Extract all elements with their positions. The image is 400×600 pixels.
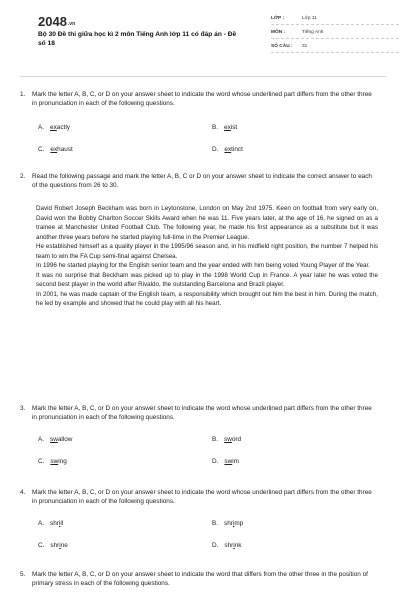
option-word-post: ll [60,520,64,527]
logo-sub: .vn [67,21,76,27]
option-word-underlined: i [232,520,235,527]
option-word-underlined: ex [50,124,57,131]
meta-key: SỐ CÂU : [271,44,293,49]
passage-paragraph: David Robert Joseph Beckham was born in Leytonstone, London on May 2nd 1975. Keen on football from very early on, David won the Bobby Charlton Soccer Skills Award when he was 11. Five years later, at the age of 16, he signed on as a trainee at Manchester United Football Club. The following year, he made his first appearance as a substitute but it was another three years before he started playing full-time in the Premier League. [36,205,378,241]
passage-paragraph: In 2001, he was made captain of the English team, a responsibility which brought out him the best in him. During the match, he led by example and showed that he could play with all his heart. [36,290,378,307]
option-3d[interactable] [212,458,239,465]
option-word-underlined: ex [224,146,232,153]
option-word-pre: shr [224,520,233,527]
question-text: Read the following passage and mark the letter A, B, C or D on your answer sheet to indicate the correct answer to each of the questions from 26 to 30. [32,173,372,190]
document-title: Bộ 30 Đề thi giữa học kì 2 môn Tiếng Anh lớp 11 có đáp án - Đề số 18 [38,31,237,47]
option-label: C. [38,458,45,465]
option-word-post: ne [60,542,68,549]
option-word-post: nk [234,542,242,549]
question-text: Mark the letter A, B, C, or D on your answer sheet to indicate the word whose underlined part differs from the other three in pronunciation in each of the following questions. [32,489,372,506]
passage-paragraph: In 1996 he started playing for the English senior team and the year ended with him being voted Young Player of the Year. [36,262,370,269]
question-5 [20,570,378,592]
site-logo[interactable] [38,14,75,29]
option-word-post: ing [58,458,67,465]
question-number: 4. [20,489,26,496]
meta-key: MÔN : [271,30,286,35]
option-3c[interactable] [38,458,67,465]
option-4d[interactable] [212,542,241,549]
passage-paragraph: He established himself as a quality player in the 1995/96 season and, in his midfield right position, the number 7 helped his team to win the FA Cup semi-final against Chelsea. [36,243,378,260]
option-word-underlined: ex [50,146,58,153]
option-word-underlined: sw [50,436,58,443]
question-number: 2. [20,173,26,180]
option-word-post: tinct [231,146,243,153]
option-1b[interactable] [212,124,237,131]
option-3a[interactable] [38,436,72,443]
question-4 [20,488,378,510]
question-number: 3. [20,405,26,412]
reading-passage [36,204,378,309]
option-label: D. [212,146,219,153]
logo-main: 2048 [38,14,67,29]
option-word-pre: shr [50,542,60,549]
option-word-underlined: i [233,542,235,549]
option-4b[interactable] [212,520,243,527]
option-word-underlined: i [58,520,61,527]
meta-value: Lớp 11 [302,16,317,21]
meta-value: Tiếng Anh [302,30,324,35]
option-label: B. [212,436,219,443]
option-1c[interactable] [38,146,73,153]
option-word-underlined: sw [50,458,59,465]
option-label: A. [38,436,45,443]
option-word-post: haust [57,146,73,153]
option-label: B. [212,124,219,131]
meta-value: 31 [302,44,308,49]
question-number: 1. [20,91,26,98]
option-label: A. [38,124,45,131]
option-word-post: im [232,458,239,465]
question-text: Mark the letter A, B, C, or D on your answer sheet to indicate the word whose underlined part differs from the other three in pronunciation in each of the following questions. [32,405,372,422]
option-4c[interactable] [38,542,68,549]
option-word-pre: shr [50,520,59,527]
option-label: D. [212,542,219,549]
question-3 [20,404,378,426]
option-word-post: mp [234,520,244,527]
option-word-post: ist [230,124,238,131]
document-meta [271,14,399,56]
passage-paragraph: It was no surprise that Beckham was picked up to play in the 1998 World Cup in France. A year later he was voted the second best player in the world after Rivaldo, the outstanding Barcelona and Brazil player. [36,271,378,288]
header-divider [20,76,386,77]
meta-row-subject [271,28,399,39]
option-word-post: ord [231,436,242,443]
option-word-post: actly [56,124,70,131]
option-word-pre: shr [224,542,234,549]
question-1 [20,90,378,112]
option-word-underlined: sw [224,436,232,443]
document-header [18,0,390,54]
question-number: 5. [20,571,26,578]
option-1a[interactable] [38,124,70,131]
meta-row-class [271,14,399,25]
option-label: C. [38,146,45,153]
option-word-underlined: i [59,542,61,549]
option-3b[interactable] [212,436,241,443]
option-label: A. [38,520,45,527]
option-label: D. [212,458,219,465]
meta-row-count [271,42,399,53]
option-label: B. [212,520,219,527]
meta-key: LỚP : [271,16,285,21]
question-2 [20,172,378,194]
option-word-underlined: sw [224,458,233,465]
option-word-underlined: ex [224,124,231,131]
option-label: C. [38,542,45,549]
option-4a[interactable] [38,520,63,527]
option-1d[interactable] [212,146,243,153]
question-text: Mark the letter A, B, C, or D on your answer sheet to indicate the word that differs from the other three in the position of primary stress in each of the following questions. [32,571,368,588]
option-word-post: allow [57,436,73,443]
question-text: Mark the letter A, B, C, or D on your answer sheet to indicate the word whose underlined part differs from the other three in pronunciation in each of the following questions. [32,91,372,108]
